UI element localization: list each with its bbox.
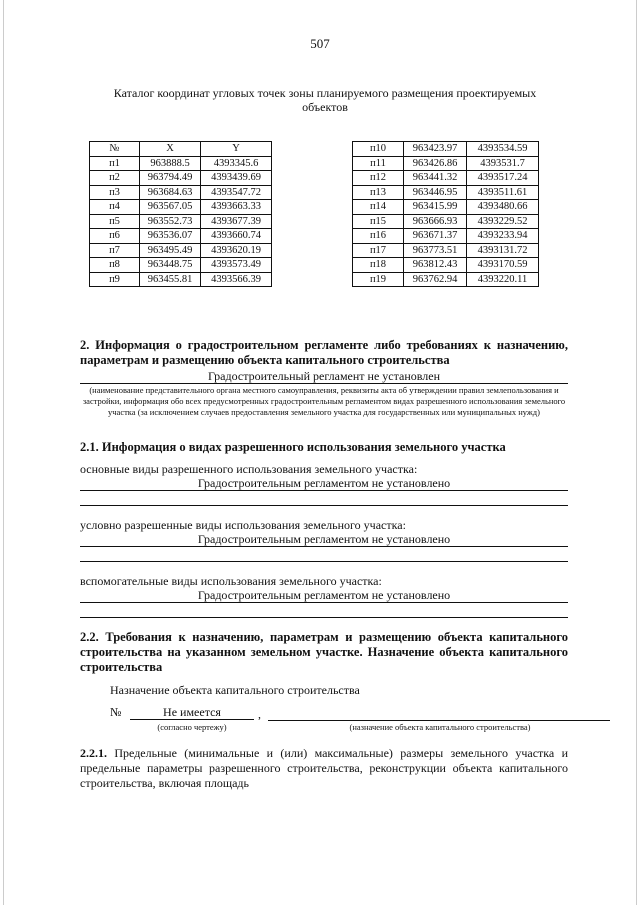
point-id: п13: [353, 185, 404, 200]
blank-line: [80, 561, 568, 562]
point-id: п11: [353, 156, 404, 171]
point-id: п14: [353, 200, 404, 215]
point-id: п9: [90, 272, 140, 287]
table-row: [90, 229, 272, 244]
conditional-uses-value: Градостроительным регламентом не установлено: [80, 532, 568, 547]
point-y: 4393345.6: [201, 156, 272, 171]
header-y: Y: [201, 142, 272, 157]
point-x: 963552.73: [140, 214, 201, 229]
point-id: п2: [90, 171, 140, 186]
point-x: 963888.5: [140, 156, 201, 171]
point-id: п3: [90, 185, 140, 200]
table-row: [353, 200, 539, 215]
table-row: [90, 171, 272, 186]
point-id: п8: [90, 258, 140, 273]
point-id: п17: [353, 243, 404, 258]
point-id: п19: [353, 272, 404, 287]
point-x: 963773.51: [404, 243, 467, 258]
coordinates-table-right: [352, 141, 539, 287]
header-number: №: [90, 142, 140, 157]
table-row: [353, 156, 539, 171]
blank-line: [80, 505, 568, 506]
scan-edge-left: [3, 0, 4, 905]
point-x: 963762.94: [404, 272, 467, 287]
table-row: [353, 185, 539, 200]
comma: ,: [258, 707, 261, 721]
point-y: 4393229.52: [467, 214, 539, 229]
table-row: [353, 243, 539, 258]
point-id: п15: [353, 214, 404, 229]
note-drawing: (согласно чертежу): [157, 722, 227, 732]
section-2-value: Градостроительный регламент не установлен: [80, 369, 568, 384]
point-y: 4393677.39: [201, 214, 272, 229]
point-x: 963448.75: [140, 258, 201, 273]
point-id: п10: [353, 142, 404, 157]
point-x: 963495.49: [140, 243, 201, 258]
point-x: 963794.49: [140, 171, 201, 186]
point-y: 4393511.61: [467, 185, 539, 200]
auxiliary-uses-value: Градостроительным регламентом не установлено: [80, 588, 568, 603]
note-purpose: (назначение объекта капитального строительства): [349, 722, 531, 732]
point-y: 4393131.72: [467, 243, 539, 258]
point-y: 4393566.39: [201, 272, 272, 287]
point-id: п6: [90, 229, 140, 244]
point-y: 4393573.49: [201, 258, 272, 273]
point-x: 963536.07: [140, 229, 201, 244]
point-y: 4393663.33: [201, 200, 272, 215]
auxiliary-uses-label: вспомогательные виды использования земельного участка:: [80, 574, 382, 588]
point-y: 4393439.69: [201, 171, 272, 186]
point-y: 4393531.7: [467, 156, 539, 171]
point-id: п4: [90, 200, 140, 215]
table-row: [90, 156, 272, 171]
point-y: 4393480.66: [467, 200, 539, 215]
table-row: [90, 272, 272, 287]
section-2-2-heading: 2.2. Требования к назначению, параметрам и размещению объекта капитального строительства на указанном земельном участке. Назначение объекта капитального строительства: [80, 630, 568, 674]
point-id: п1: [90, 156, 140, 171]
table-row: [353, 214, 539, 229]
point-x: 963684.63: [140, 185, 201, 200]
table-row: [90, 200, 272, 215]
point-y: 4393620.19: [201, 243, 272, 258]
page-number: 507: [310, 36, 330, 51]
point-y: 4393534.59: [467, 142, 539, 157]
number-sign: №: [110, 705, 122, 719]
point-x: 963812.43: [404, 258, 467, 273]
table-row: [353, 142, 539, 157]
point-x: 963671.37: [404, 229, 467, 244]
blank-line: [80, 617, 568, 618]
scan-edge-right: [636, 0, 637, 905]
table-header-row: [90, 142, 272, 157]
point-x: 963441.32: [404, 171, 467, 186]
point-y: 4393517.24: [467, 171, 539, 186]
point-y: 4393547.72: [201, 185, 272, 200]
point-x: 963426.86: [404, 156, 467, 171]
conditional-uses-label: условно разрешенные виды использования земельного участка:: [80, 518, 406, 532]
point-id: п12: [353, 171, 404, 186]
point-x: 963415.99: [404, 200, 467, 215]
point-y: 4393220.11: [467, 272, 539, 287]
purpose-line: [268, 720, 610, 721]
table-row: [353, 171, 539, 186]
section-2-2-1-paragraph: [80, 746, 568, 791]
table-row: [353, 272, 539, 287]
point-y: 4393660.74: [201, 229, 272, 244]
point-id: п7: [90, 243, 140, 258]
object-number-value: Не имеется: [130, 705, 254, 720]
point-y: 4393170.59: [467, 258, 539, 273]
point-id: п16: [353, 229, 404, 244]
point-x: 963446.95: [404, 185, 467, 200]
purpose-label: Назначение объекта капитального строительства: [110, 683, 360, 697]
point-x: 963423.97: [404, 142, 467, 157]
coordinates-table-left: [89, 141, 272, 287]
catalog-title: Каталог координат угловых точек зоны планируемого размещения проектируемых объектов: [113, 86, 537, 114]
table-row: [90, 258, 272, 273]
point-x: 963567.05: [140, 200, 201, 215]
point-id: п5: [90, 214, 140, 229]
section-2-note: (наименование представительного органа местного самоуправления, реквизиты акта об утверждении правил землепользования и застройки, информация обо всех предусмотренных градостроительным регламентом видах разрешенного использования земельного участка (за исключением случаев предоставления земельного участка для государственных или муниципальных нужд): [82, 385, 566, 417]
point-x: 963666.93: [404, 214, 467, 229]
section-2-heading: 2. Информация о градостроительном регламенте либо требованиях к назначению, параметрам и размещению объекта капитального строительства: [80, 338, 568, 367]
table-row: [353, 229, 539, 244]
section-2-2-1-text: Предельные (минимальные и (или) максимальные) размеры земельного участка и предельные параметры разрешенного строительства, реконструкции объекта капитального строительства, включая площадь: [80, 746, 569, 790]
table-row: [90, 243, 272, 258]
table-row: [90, 214, 272, 229]
main-uses-label: основные виды разрешенного использования земельного участка:: [80, 462, 418, 476]
point-y: 4393233.94: [467, 229, 539, 244]
header-x: X: [140, 142, 201, 157]
point-x: 963455.81: [140, 272, 201, 287]
main-uses-value: Градостроительным регламентом не установлено: [80, 476, 568, 491]
table-row: [353, 258, 539, 273]
table-row: [90, 185, 272, 200]
section-2-1-heading: 2.1. Информация о видах разрешенного использования земельного участка: [80, 440, 506, 454]
section-2-2-1-number: 2.2.1.: [80, 746, 107, 760]
point-id: п18: [353, 258, 404, 273]
